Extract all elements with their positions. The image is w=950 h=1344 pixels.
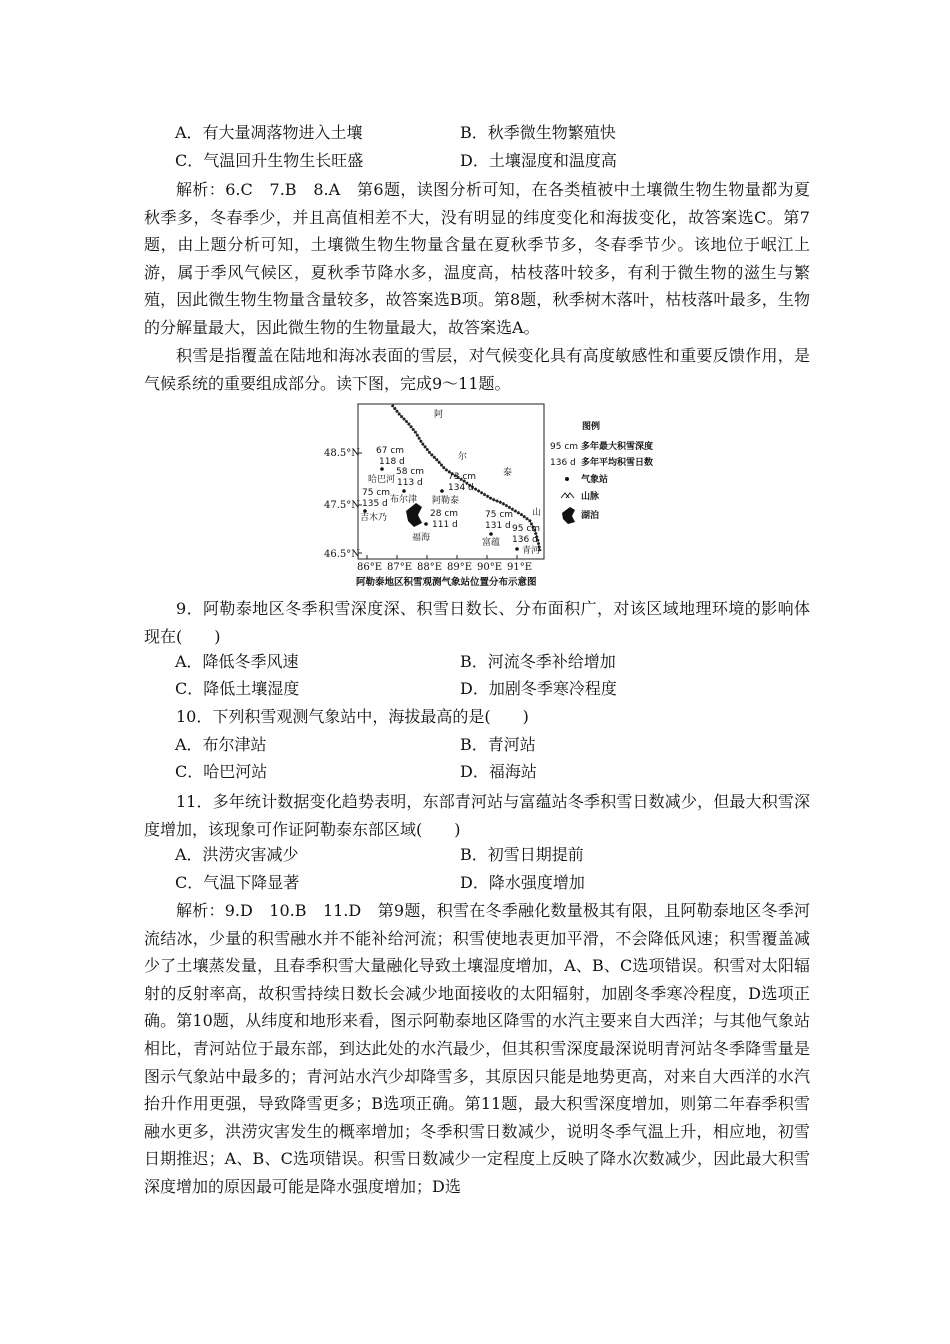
station-burqin-dot [402,489,406,493]
station-fuyun-name: 富蕴 [482,538,501,548]
station-fuyun-depth: 75 cm [485,510,514,520]
station-habahe-dot [380,467,384,471]
q8-option-c: C．气温回升生物生长旺盛 [175,151,364,170]
legend-lake-label: 湖泊 [581,511,600,521]
station-qinghe-depth: 95 cm [512,524,541,534]
q10-option-d: D．福海站 [460,762,537,781]
q11-stem: 11．多年统计数据变化趋势表明，东部青河站与富蕴站冬季积雪日数减少，但最大积雪深度增加，该现象可作证阿勒泰东部区域( ) [144,792,810,839]
station-fuhai-days: 111 d [432,520,458,530]
mountain-char-4: 山 [532,508,542,518]
q9-option-a: A．降低冬季风速 [175,652,299,671]
station-altay-depth: 73 cm [448,472,477,482]
q9-option-b: B．河流冬季补给增加 [460,652,616,671]
mountain-char-2: 尔 [458,452,468,462]
legend-mountain-icon [561,493,574,498]
legend-depth-label: 多年最大积雪深度 [581,442,654,452]
lat-label-48-5: 48.5°N [324,448,361,459]
q9-option-d: D．加剧冬季寒冷程度 [460,679,617,698]
lon-label-87: 87°E [387,562,413,573]
legend-station-label: 气象站 [581,475,609,485]
q11-option-c: C．气温下降显著 [175,873,300,892]
analysis-6-8: 解析：6.C 7.B 8.A 第6题，读图分析可知，在各类植被中土壤微生物生物量都为夏秋季多，冬春季少，并且高值相差不大，没有明显的纬度变化和海拔变化，故答案选C。第7题，由上题分析可知，土壤微生物生物量含量在夏秋季节多，冬春季节少。该地位于岷江上游，属于季风气候区，夏秋季节降水多，温度高，枯枝落叶较多，有利于微生物的滋生与繁殖，因此微生物生物量含量较多，故答案选B项。第8题，秋季树木落叶，枯枝落叶最多，生物的分解量最大，因此微生物的生物量最大，故答案选A。 [144,180,810,337]
station-altay-name: 阿勒泰 [432,496,460,506]
q11-option-d: D．降水强度增加 [460,873,585,892]
lat-label-47-5: 47.5°N [324,500,361,511]
lat-label-46-5: 46.5°N [324,549,361,560]
q10-option-c: C．哈巴河站 [175,762,268,781]
mountain-char-1: 阿 [434,410,444,420]
map-caption: 阿勒泰地区积雪观测气象站位置分布示意图 [356,577,537,588]
mountain-char-3: 泰 [503,468,513,478]
legend-days-label: 多年平均积雪日数 [581,458,654,468]
station-jeminay-name: 吉木乃 [360,513,388,523]
legend-depth-value: 95 cm [550,442,579,452]
station-habahe-depth: 67 cm [376,446,405,456]
station-burqin-depth: 58 cm [396,467,425,477]
snow-station-map [324,403,670,588]
station-fuhai-name: 福海 [412,533,431,543]
lon-label-88: 88°E [417,562,443,573]
station-habahe-name: 哈巴河 [368,475,396,485]
lon-label-91: 91°E [507,562,533,573]
legend-station-icon [565,477,569,481]
legend-title: 图例 [582,422,601,432]
analysis-9-11: 解析：9.D 10.B 11.D 第9题，积雪在冬季融化数量极其有限，且阿勒泰地区冬季河流结冰，少量的积雪融水并不能补给河流；积雪使地表更加平滑，不会降低风速；积雪覆盖减少了土壤蒸发量，且春季积雪大量融化导致土壤湿度增加，A、B、C选项错误。积雪对太阳辐射的反射率高，故积雪持续日数长会减少地面接收的太阳辐射，加剧冬季寒冷程度，D选项正确。第10题，从纬度和地形来看，图示阿勒泰地区降雪的水汽主要来自大西洋；与其他气象站相比，青河站位于最东部，到达此处的水汽最少，但其积雪深度最深说明青河站冬季降雪量是图示气象站中最多的；青河站水汽少却降雪多，其原因只能是地势更高，对来自大西洋的水汽抬升作用更强，导致降雪更多；B选项正确。第11题，最大积雪深度增加，则第二年春季积雪融水更多，洪涝灾害发生的概率增加；冬季积雪日数减少，说明冬季气温上升，相应地，初雪日期推迟；A、B、C选项错误。积雪日数减少一定程度上反映了降水次数减少，因此最大积雪深度增加的原因最可能是降水强度增加；D选 [144,901,810,1196]
station-qinghe-name: 青河 [522,546,541,556]
station-habahe-days: 118 d [379,457,405,467]
legend-mountain-label: 山脉 [581,492,600,502]
station-fuhai-dot [424,522,428,526]
station-jeminay-depth: 75 cm [362,488,391,498]
station-fuyun-dot [489,532,493,536]
q9-option-c: C．降低土壤湿度 [175,679,300,698]
q10-option-b: B．青河站 [460,735,536,754]
station-burqin-days: 113 d [397,478,423,488]
lon-label-86: 86°E [357,562,383,573]
station-fuhai-depth: 28 cm [430,509,459,519]
q8-option-a: A．有大量凋落物进入土壤 [175,123,363,142]
station-altay-dot [440,489,444,493]
q10-stem: 10．下列积雪观测气象站中，海拔最高的是( ) [176,707,529,726]
legend-lake-icon [562,507,575,524]
station-fuyun-days: 131 d [485,521,511,531]
q8-option-b: B．秋季微生物繁殖快 [460,123,616,142]
station-jeminay-days: 135 d [362,499,388,509]
q10-option-a: A．布尔津站 [175,735,267,754]
station-qinghe-days: 136 d [512,535,538,545]
q11-option-a: A．洪涝灾害减少 [175,845,299,864]
station-burqin-name: 布尔津 [390,495,418,505]
station-qinghe-dot [515,547,519,551]
q11-option-b: B．初雪日期提前 [460,845,584,864]
lon-label-89: 89°E [447,562,473,573]
station-altay-days: 134 d [448,483,474,493]
lon-label-90: 90°E [477,562,503,573]
intro-9-11: 积雪是指覆盖在陆地和海冰表面的雪层，对气候变化具有高度敏感性和重要反馈作用，是气候系统的重要组成部分。读下图，完成9～11题。 [144,346,810,393]
legend-days-value: 136 d [550,458,576,468]
q8-option-d: D．土壤湿度和温度高 [460,151,617,170]
q9-stem: 9．阿勒泰地区冬季积雪深度深、积雪日数长、分布面积广，对该区域地理环境的影响体现在( ) [144,599,810,646]
